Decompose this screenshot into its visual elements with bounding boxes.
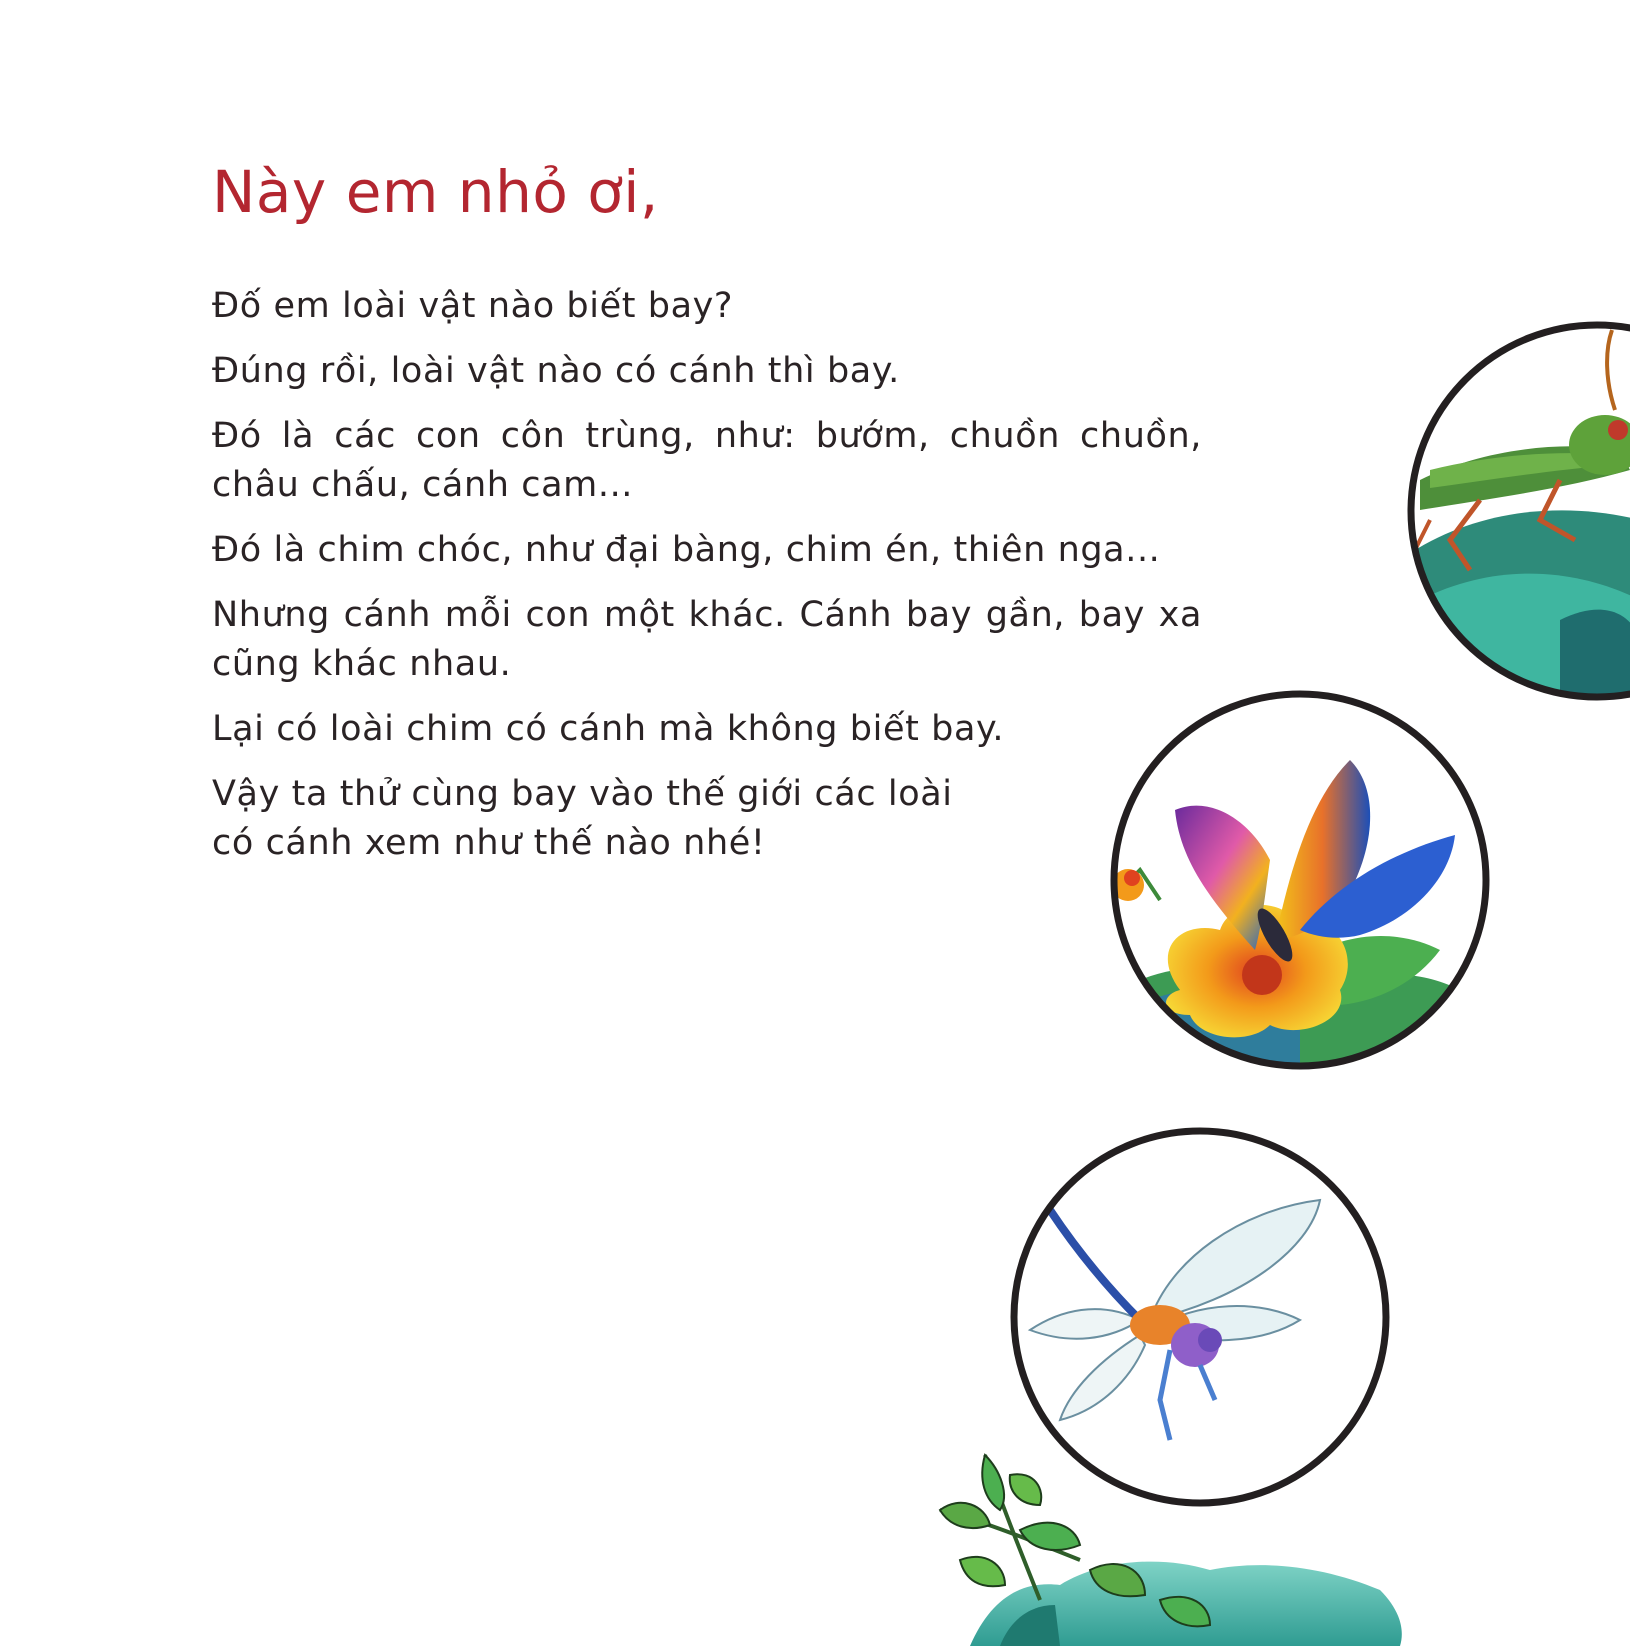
paragraph-4: Đó là chim chóc, như đại bàng, chim én, thiên nga... — [212, 530, 1161, 570]
paragraph-2: Đúng rồi, loài vật nào có cánh thì bay. — [212, 351, 900, 391]
paragraph-5: Nhưng cánh mỗi con một khác. Cánh bay gần, bay xa cũng khác nhau. — [212, 595, 1202, 684]
page-title: Này em nhỏ ơi, — [212, 158, 659, 226]
paragraph-1: Đố em loài vật nào biết bay? — [212, 286, 734, 326]
butterfly-illustration — [1110, 690, 1490, 1070]
paragraph-3: Đó là các con côn trùng, như: bướm, chuồn chuồn, châu chấu, cánh cam... — [212, 416, 1202, 505]
grasshopper-illustration — [1400, 320, 1630, 700]
paragraph-6: Lại có loài chim có cánh mà không biết bay. — [212, 709, 1005, 749]
paragraph-7: Vậy ta thử cùng bay vào thế giới các loài có cánh xem như thế nào nhé! — [212, 774, 953, 863]
dragonfly-illustration — [1010, 1130, 1390, 1510]
